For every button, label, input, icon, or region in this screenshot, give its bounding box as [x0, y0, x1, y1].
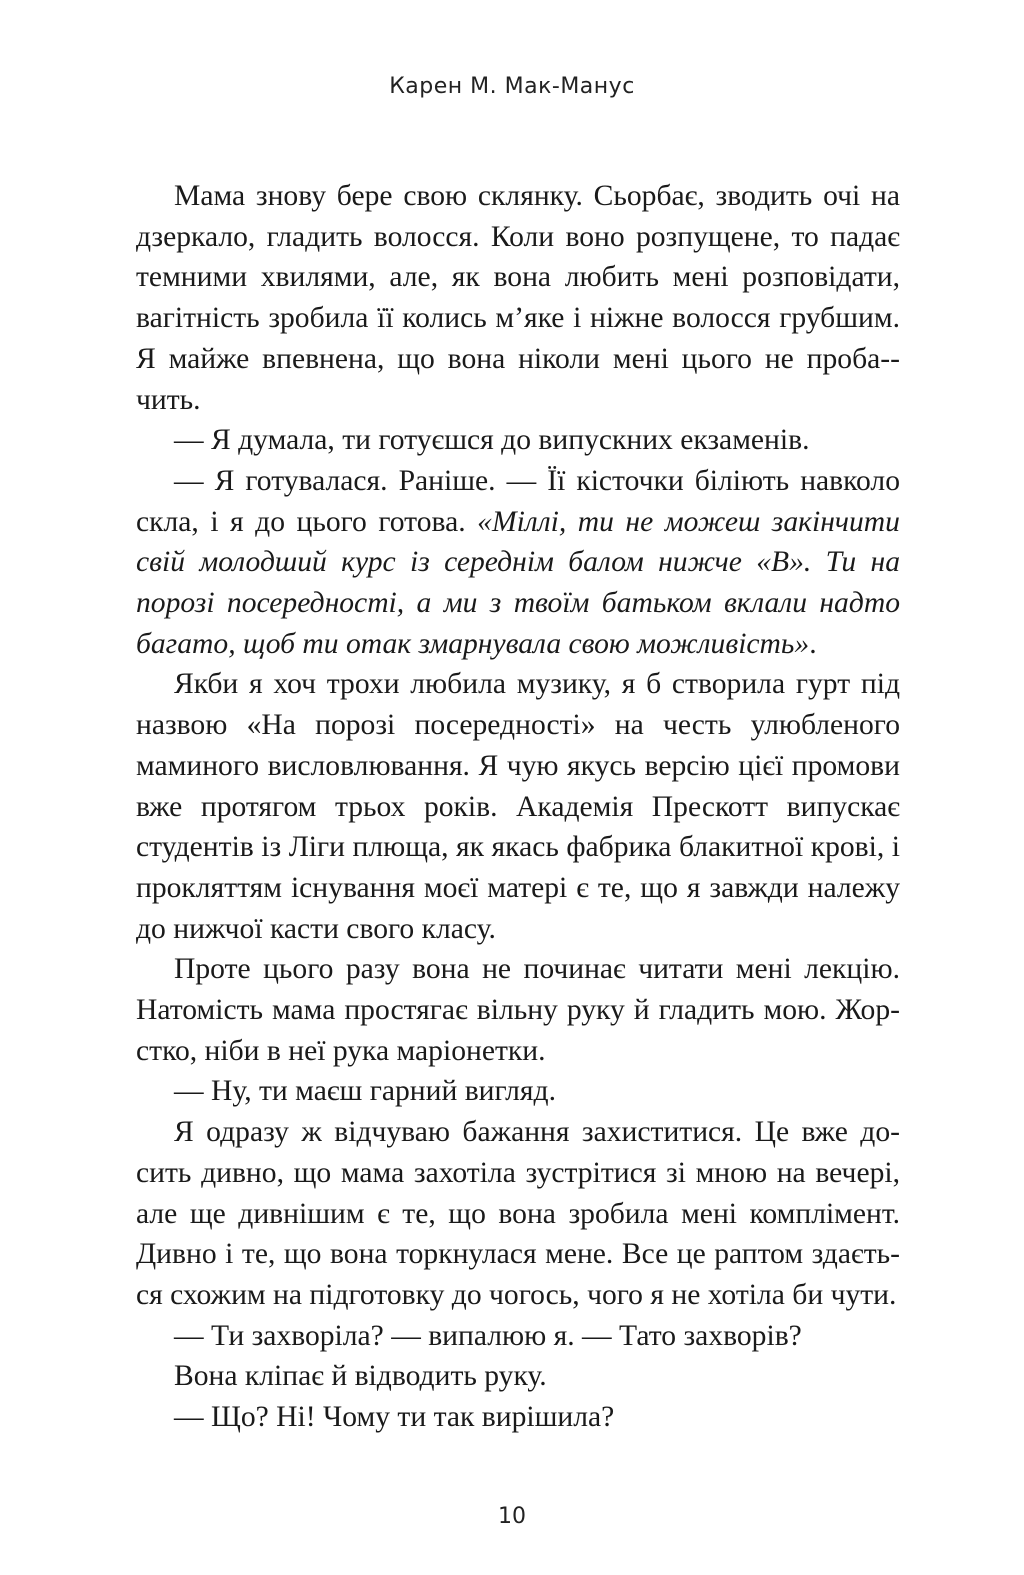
- italic-quote: «Міллі, ти не можеш закінчити свій молодший курс із середнім балом нижче «B». Ти на порозі посередності, а ми з твоїм батьком вклали надто багато, щоб ти отак змарнувала свою можливість»: [136, 505, 900, 660]
- paragraph: — Я думала, ти готуєшся до випускних екзаменів.: [174, 424, 810, 457]
- paragraph: Вона кліпає й відводить руку.: [174, 1360, 547, 1393]
- running-head: Карен М. Мак-Манус: [389, 74, 635, 99]
- paragraph: Мама знову бере свою склянку. Сьорбає, зводить очі на дзеркало, гладить волосся. Коли воно розпущене, то падає темними хвилями, але, як вона любить мені розповідати, вагітність зробила її колись м’яке і ніжне волосся грубшим. Я майже впевнена, що вона ніколи мені цього не проба-чить.: [136, 180, 900, 416]
- body-text: [136, 176, 900, 1438]
- page-number: 10: [498, 1504, 526, 1529]
- paragraph: [136, 461, 900, 665]
- paragraph-text: — Я готувалася. Раніше. — Її кісточки біліють навколо скла, і я до цього готова.: [136, 464, 900, 538]
- paragraph: Проте цього разу вона не починає читати мені лекцію. Натомість мама простягає вільну руку й гладить мою. Жорстко, ніби в неї рука маріонетки.: [136, 953, 900, 1067]
- paragraph-text: .: [809, 627, 817, 660]
- paragraph: Я одразу ж відчуваю бажання захиститися. Це вже досить дивно, що мама захотіла зустрітися зі мною на вечері, але ще дивнішим є те, що вона зробила мені комплімент. Дивно і те, що вона торкнулася мене. Все це раптом здається схожим на підготовку до чогось, чого я не хотіла би чути.: [136, 1116, 900, 1311]
- paragraph: Якби я хоч трохи любила музику, я б створила гурт під назвою «На порозі посередності» на честь улюбленого маминого висловлювання. Я чую якусь версію цієї промови вже протягом трьох років. Академія Прескотт випускає студентів із Ліги плюща, як якась фабрика блакитної крові, і прокляттям існування моєї матері є те, що я завжди належу до нижчої касти свого класу.: [136, 668, 900, 945]
- paragraph: — Ти захворіла? — випалюю я. — Тато захворів?: [174, 1319, 802, 1352]
- paragraph: — Що? Ні! Чому ти так вирішила?: [174, 1401, 615, 1434]
- paragraph: — Ну, ти маєш гарний вигляд.: [174, 1075, 556, 1108]
